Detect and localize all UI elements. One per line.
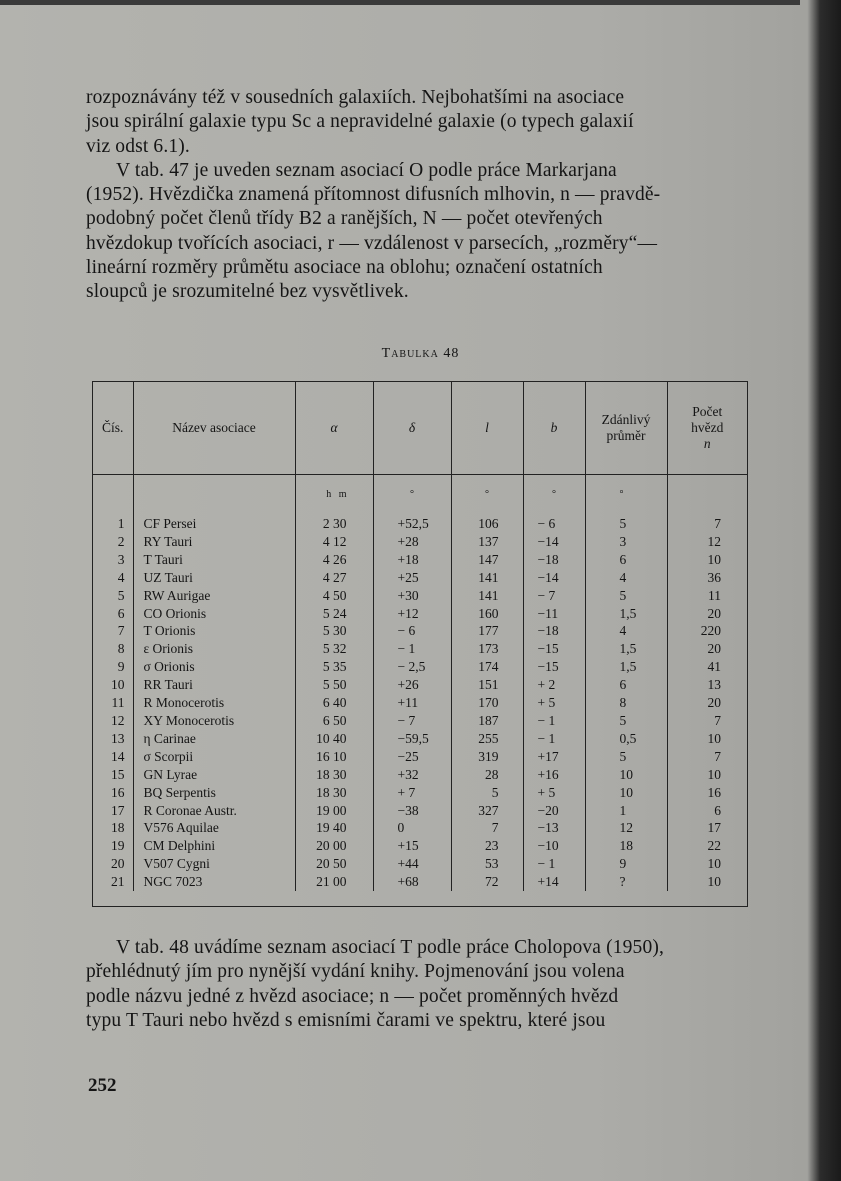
cell-b: +17	[523, 748, 585, 766]
outro-line: V tab. 48 uvádíme seznam asociací T podle práce Cholopova (1950),	[116, 937, 665, 958]
cell-alpha: 5 50	[295, 676, 373, 694]
page-number: 252	[88, 1075, 117, 1096]
cell-l: 23	[451, 837, 523, 855]
cell-b: −15	[523, 640, 585, 658]
cell-delta: −59,5	[373, 730, 451, 748]
table-row	[93, 730, 747, 748]
table-row	[93, 640, 747, 658]
cell-num: 19	[93, 837, 133, 855]
outro-line: typu T Tauri nebo hvězd s emisními čarami ve spektru, které jsou	[86, 1009, 606, 1031]
table-row	[93, 784, 747, 802]
cell-diam: 1,5	[585, 605, 667, 623]
cell-n: 220	[700, 623, 721, 639]
cell-delta: +32	[373, 766, 451, 784]
cell-delta: +11	[373, 694, 451, 712]
cell-alpha: 21 00	[295, 873, 373, 891]
cell-n: 7	[714, 712, 721, 728]
intro-line: lineární rozměry průmětu asociace na oblohu; označení ostatních	[86, 257, 603, 279]
cell-b: −14	[523, 533, 585, 551]
intro-paragraph	[86, 86, 766, 305]
intro-line: rozpoznávány též v sousedních galaxiích. Nejbohatšími na asociace	[86, 87, 625, 108]
table-row	[93, 837, 747, 855]
table-row	[93, 766, 747, 784]
cell-name: V576 Aquilae	[133, 819, 295, 837]
cell-alpha: 5 30	[295, 622, 373, 640]
units-row	[93, 475, 747, 516]
cell-num: 15	[93, 766, 133, 784]
table-row	[93, 569, 747, 587]
cell-b: −20	[523, 802, 585, 820]
associations-table	[92, 381, 748, 907]
cell-diam: 6	[585, 676, 667, 694]
cell-delta: − 1	[373, 640, 451, 658]
intro-line: podobný počet členů třídy B2 a ranějších, N — počet otevřených	[86, 208, 603, 230]
header-alpha: α	[295, 382, 373, 475]
cell-l: 187	[451, 712, 523, 730]
unit-l: °	[451, 475, 523, 516]
cell-b: − 1	[523, 855, 585, 873]
table-row	[93, 748, 747, 766]
cell-delta: − 2,5	[373, 658, 451, 676]
header-name: Název asociace	[133, 382, 295, 475]
cell-name: σ Scorpii	[133, 748, 295, 766]
cell-num: 14	[93, 748, 133, 766]
cell-b: −14	[523, 569, 585, 587]
cell-delta: 0	[373, 819, 451, 837]
cell-n: 10	[707, 766, 721, 782]
cell-l: 173	[451, 640, 523, 658]
cell-name: CM Delphini	[133, 837, 295, 855]
cell-name: R Monocerotis	[133, 694, 295, 712]
cell-l: 28	[451, 766, 523, 784]
table-row	[93, 873, 747, 891]
outro-line: přehlédnutý jím pro nynější vydání knihy. Pojmenování jsou volena	[86, 961, 625, 983]
table-row	[93, 676, 747, 694]
cell-name: η Carinae	[133, 730, 295, 748]
cell-alpha: 4 12	[295, 533, 373, 551]
cell-name: σ Orionis	[133, 658, 295, 676]
cell-n: 20	[707, 605, 721, 621]
intro-line: (1952). Hvězdička znamená přítomnost difusních mlhovin, n — pravdě-	[86, 184, 661, 206]
cell-l: 147	[451, 551, 523, 569]
cell-delta: +26	[373, 676, 451, 694]
cell-b: − 7	[523, 587, 585, 605]
cell-alpha: 19 00	[295, 802, 373, 820]
cell-name: T Orionis	[133, 622, 295, 640]
cell-b: −11	[523, 605, 585, 623]
cell-n: 20	[707, 641, 721, 657]
cell-diam: 5	[585, 748, 667, 766]
cell-alpha: 4 50	[295, 587, 373, 605]
cell-delta: +30	[373, 587, 451, 605]
header-num: Čís.	[93, 382, 133, 475]
header-l: l	[451, 382, 523, 475]
cell-name: GN Lyrae	[133, 766, 295, 784]
table-header-row	[93, 382, 747, 475]
unit-alpha: h m	[295, 475, 373, 516]
table-row	[93, 658, 747, 676]
cell-name: NGC 7023	[133, 873, 295, 891]
intro-line: V tab. 47 je uveden seznam asociací O podle práce Markarjana	[116, 159, 617, 181]
cell-delta: +12	[373, 605, 451, 623]
cell-b: + 5	[523, 784, 585, 802]
cell-alpha: 6 40	[295, 694, 373, 712]
cell-l: 106	[451, 515, 523, 533]
cell-diam: 18	[585, 837, 667, 855]
table-row	[93, 819, 747, 837]
cell-l: 72	[451, 873, 523, 891]
cell-alpha: 18 30	[295, 766, 373, 784]
table-title: Tabulka 48	[381, 346, 460, 361]
cell-num: 3	[93, 551, 133, 569]
cell-l: 151	[451, 676, 523, 694]
cell-name: XY Monocerotis	[133, 712, 295, 730]
unit-diameter: °	[585, 475, 667, 516]
cell-alpha: 16 10	[295, 748, 373, 766]
page-top-edge	[0, 0, 800, 5]
cell-diam: 10	[585, 784, 667, 802]
cell-b: + 2	[523, 676, 585, 694]
cell-b: + 5	[523, 694, 585, 712]
cell-l: 327	[451, 802, 523, 820]
cell-diam: 8	[585, 694, 667, 712]
cell-name: RY Tauri	[133, 533, 295, 551]
table-row	[93, 515, 747, 533]
cell-alpha: 2 30	[295, 515, 373, 533]
cell-diam: 1,5	[585, 658, 667, 676]
cell-l: 174	[451, 658, 523, 676]
cell-num: 1	[93, 515, 133, 533]
cell-num: 5	[93, 587, 133, 605]
cell-n: 10	[707, 730, 721, 746]
cell-n: 10	[707, 856, 721, 872]
cell-num: 18	[93, 819, 133, 837]
intro-line: hvězdokup tvořících asociaci, r — vzdálenost v parsecích, „rozměry“—	[86, 232, 658, 254]
cell-alpha: 5 35	[295, 658, 373, 676]
cell-delta: +28	[373, 533, 451, 551]
cell-diam: 4	[585, 622, 667, 640]
cell-num: 11	[93, 694, 133, 712]
cell-diam: 9	[585, 855, 667, 873]
cell-diam: 4	[585, 569, 667, 587]
table-row	[93, 855, 747, 873]
cell-alpha: 19 40	[295, 819, 373, 837]
table-row	[93, 551, 747, 569]
cell-diam: ?	[585, 873, 667, 891]
header-b: b	[523, 382, 585, 475]
cell-alpha: 5 32	[295, 640, 373, 658]
cell-l: 5	[451, 784, 523, 802]
cell-n: 11	[708, 587, 721, 603]
cell-num: 13	[93, 730, 133, 748]
cell-delta: +68	[373, 873, 451, 891]
cell-diam: 12	[585, 819, 667, 837]
cell-n: 20	[707, 695, 721, 711]
cell-alpha: 4 27	[295, 569, 373, 587]
cell-name: RW Aurigae	[133, 587, 295, 605]
cell-num: 7	[93, 622, 133, 640]
cell-diam: 0,5	[585, 730, 667, 748]
cell-l: 137	[451, 533, 523, 551]
cell-delta: + 7	[373, 784, 451, 802]
intro-line: sloupců je srozumitelné bez vysvětlivek.	[86, 281, 409, 303]
cell-diam: 1	[585, 802, 667, 820]
cell-l: 160	[451, 605, 523, 623]
table-row	[93, 694, 747, 712]
cell-diam: 5	[585, 712, 667, 730]
table-row	[93, 712, 747, 730]
cell-name: RR Tauri	[133, 676, 295, 694]
unit-delta: °	[373, 475, 451, 516]
cell-num: 6	[93, 605, 133, 623]
header-delta: δ	[373, 382, 451, 475]
unit-b: °	[523, 475, 585, 516]
cell-diam: 5	[585, 515, 667, 533]
cell-delta: +44	[373, 855, 451, 873]
table-row	[93, 533, 747, 551]
cell-num: 20	[93, 855, 133, 873]
cell-diam: 6	[585, 551, 667, 569]
cell-l: 177	[451, 622, 523, 640]
cell-b: − 1	[523, 730, 585, 748]
cell-alpha: 20 50	[295, 855, 373, 873]
cell-n: 36	[707, 569, 721, 585]
cell-l: 255	[451, 730, 523, 748]
cell-n: 41	[707, 659, 721, 675]
header-diameter: Zdánlivý průměr	[585, 382, 667, 475]
cell-num: 21	[93, 873, 133, 891]
cell-alpha: 18 30	[295, 784, 373, 802]
cell-b: −13	[523, 819, 585, 837]
cell-num: 8	[93, 640, 133, 658]
intro-line: jsou spirální galaxie typu Sc a nepravidelné galaxie (o typech galaxií	[86, 111, 634, 133]
cell-alpha: 4 26	[295, 551, 373, 569]
cell-name: T Tauri	[133, 551, 295, 569]
table-row	[93, 802, 747, 820]
cell-delta: +15	[373, 837, 451, 855]
cell-name: ε Orionis	[133, 640, 295, 658]
header-count: Počet hvězd n	[667, 382, 747, 475]
cell-l: 53	[451, 855, 523, 873]
cell-l: 170	[451, 694, 523, 712]
cell-b: − 1	[523, 712, 585, 730]
cell-delta: +25	[373, 569, 451, 587]
table-row	[93, 587, 747, 605]
outro-line: podle názvu jedné z hvězd asociace; n — počet proměnných hvězd	[86, 985, 619, 1007]
cell-name: V507 Cygni	[133, 855, 295, 873]
cell-n: 7	[714, 516, 721, 531]
cell-l: 141	[451, 569, 523, 587]
cell-name: UZ Tauri	[133, 569, 295, 587]
cell-delta: +18	[373, 551, 451, 569]
cell-delta: −25	[373, 748, 451, 766]
cell-n: 7	[714, 748, 721, 764]
cell-n: 16	[707, 784, 721, 800]
cell-diam: 3	[585, 533, 667, 551]
cell-alpha: 20 00	[295, 837, 373, 855]
cell-num: 4	[93, 569, 133, 587]
cell-name: CF Persei	[133, 515, 295, 533]
cell-n: 17	[707, 820, 721, 836]
cell-name: CO Orionis	[133, 605, 295, 623]
cell-num: 2	[93, 533, 133, 551]
cell-b: −10	[523, 837, 585, 855]
cell-b: − 6	[523, 515, 585, 533]
cell-n: 10	[707, 551, 721, 567]
cell-l: 7	[451, 819, 523, 837]
cell-num: 10	[93, 676, 133, 694]
cell-b: −15	[523, 658, 585, 676]
cell-diam: 1,5	[585, 640, 667, 658]
cell-alpha: 6 50	[295, 712, 373, 730]
cell-name: R Coronae Austr.	[133, 802, 295, 820]
table-row	[93, 622, 747, 640]
cell-diam: 5	[585, 587, 667, 605]
cell-n: 12	[707, 533, 721, 549]
cell-n: 22	[707, 838, 721, 854]
cell-num: 17	[93, 802, 133, 820]
cell-delta: − 6	[373, 622, 451, 640]
cell-n: 13	[707, 677, 721, 693]
cell-l: 141	[451, 587, 523, 605]
cell-l: 319	[451, 748, 523, 766]
cell-delta: −38	[373, 802, 451, 820]
cell-b: −18	[523, 622, 585, 640]
cell-b: −18	[523, 551, 585, 569]
cell-name: BQ Serpentis	[133, 784, 295, 802]
cell-num: 9	[93, 658, 133, 676]
cell-n: 6	[714, 802, 721, 818]
cell-delta: +52,5	[373, 515, 451, 533]
cell-alpha: 5 24	[295, 605, 373, 623]
table-row	[93, 605, 747, 623]
cell-num: 12	[93, 712, 133, 730]
cell-diam: 10	[585, 766, 667, 784]
cell-alpha: 10 40	[295, 730, 373, 748]
cell-b: +16	[523, 766, 585, 784]
cell-n: 10	[707, 874, 721, 890]
outro-paragraph	[86, 936, 766, 1033]
cell-delta: − 7	[373, 712, 451, 730]
cell-b: +14	[523, 873, 585, 891]
intro-line: viz odst 6.1).	[86, 135, 190, 157]
cell-num: 16	[93, 784, 133, 802]
